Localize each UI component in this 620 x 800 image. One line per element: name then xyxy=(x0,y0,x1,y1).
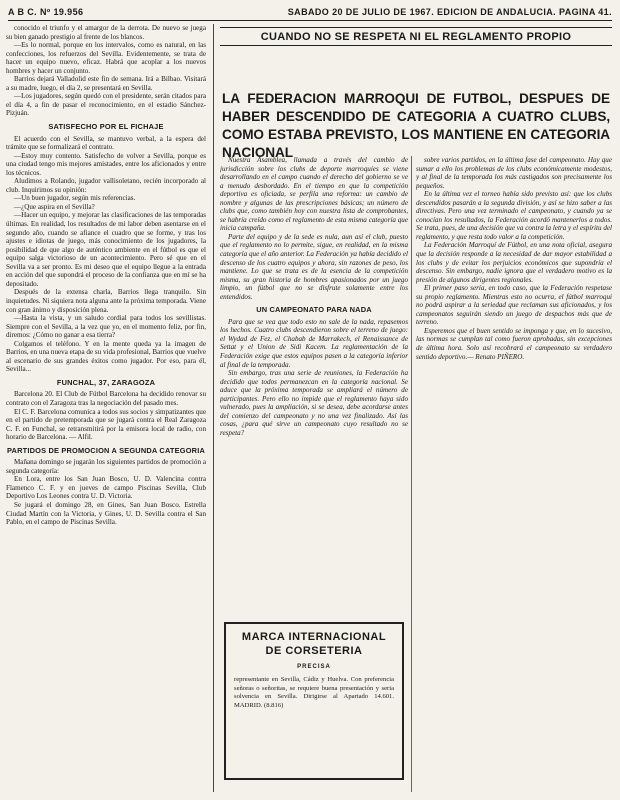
left-paragraph: El C. F. Barcelona comunica a todos sus socios y simpatizantes que en el partido de pretemporada que se jugará contra el Real Zaragoza C. F. en Funchal, se retransmitirá por la emisora local de radio, con horario de Barcelona. — Alfil. xyxy=(6,407,206,442)
left-paragraph: Colgamos el teléfono. Y en la mente queda ya la imagen de Barrios, en una nueva etapa de su vida profesional, Barrios que vuelve al escenario de sus grandes éxitos como jugador. Por eso, para él, Sevilla... xyxy=(6,339,206,374)
page-header xyxy=(8,4,612,21)
article-middle-column xyxy=(220,156,408,626)
left-paragraph: En Lora, entre los San Juan Bosco, U. D. Valencina contra Flamenco C. F. y en jueves de campo Piscinas Sevilla, Club Deportivo Los Leones contra U. D. Victoria. xyxy=(6,475,206,501)
article-right-column xyxy=(416,156,612,794)
section-title-promocion: PARTIDOS DE PROMOCION A SEGUNDA CATEGORIA xyxy=(6,445,206,455)
left-intro-paragraph: —Es lo normal, porque en los intervalos, como es natural, en las confecciones, los refuerzos del Sevilla. Evidentemente, se trata de hacer un equipo nuevo, eficaz. Habrá que acoplar a los nuevos hombres y hacer un conjunto. xyxy=(6,41,206,75)
left-paragraph: —Hacer un equipo, y mejorar las clasificaciones de las temporadas últimas. En realidad, los resultados de mi labor deben asentarse en el segundo año, cuando se afiance el cuadro que se forme, y tras los ajustes e idiotas de juego, más conocimiento de los jugadores, la posibilidad de que algo de auténtico ambiente en el fútbol es que el equipo salga victorioso de un acontecimiento. Pero sé que en el Sevilla va a ser pronto. Es mi deseo que el equipo llegue a la entrada en acción del que supondrá el proceso de la confianza que en mí se ha depositado. xyxy=(6,211,206,288)
article-paragraph: Esperemos que el buen sentido se imponga y que, en lo sucesivo, las normas se cumplan tal como fueron aprobadas, sin excepciones de última hora. Solo así recobrará el campeonato su verdadero sentido deportivo.— Renato PIÑERO. xyxy=(416,326,612,361)
ad-body: representante en Sevilla, Cádiz y Huelva. Con preferencia señoras o señoritas, se requiere buena presentación y seria solvencia en Sevilla. Dirigirse al Apartado 14.601. MADRID. (8.816) xyxy=(234,676,394,709)
left-paragraph: Después de la extensa charla, Barrios llega tranquilo. Sin inquietudes. Ni siquiera nota alguna ante la próxima temporada. Viene con gran ánimo y disposición plena. xyxy=(6,288,206,314)
article-headline: LA FEDERACION MARROQUI DE FUTBOL, DESPUES DE HABER DESCENDIDO DE CATEGORIA A CUATRO CLUBS, COMO ESTABA PREVISTO, LOS MANTIENE EN CATEGORIA NACIONAL xyxy=(222,91,610,160)
ad-title: MARCA INTERNACIONAL DE CORSETERIA xyxy=(241,631,387,657)
header-paper-issue: A B C. Nº 19.956 xyxy=(8,7,84,17)
header-date-edition: SABADO 20 DE JULIO DE 1967. EDICION DE ANDALUCIA. PAGINA 41. xyxy=(287,7,612,17)
left-paragraph: Barcelona 20. El Club de Fútbol Barcelona ha decidido renovar su contrato con el Zaragoza tras la negociación del pasado mes. xyxy=(6,390,206,407)
left-column xyxy=(6,24,206,794)
left-intro-paragraph: Barrios dejará Valladolid este fin de semana. Irá a Bilbao. Visitará a su madre, luego, el día 2, se presentará en Sevilla. xyxy=(6,75,206,92)
article-paragraph: sobre varios partidos, en la última fase del campeonato. Hay que sumar a ello los problemas de los clubs económicamente modestos, y al final de la temporada los más castigados son precisamente los pequeños. xyxy=(416,156,612,190)
left-paragraph: El acuerdo con el Sevilla, se mantuvo verbal, a la espera del trámite que se formalizará el contrato. xyxy=(6,134,206,152)
section-title-funchal: FUNCHAL, 37, ZARAGOZA xyxy=(56,377,156,387)
section-title-satisfecho: SATISFECHO POR EL FICHAJE xyxy=(48,122,164,132)
left-paragraph: —Hasta la vista, y un saludo cordial para todos los sevillistas. Siempre con el Sevilla, a la vez que yo, en el momento feliz, por fin, diremos: ¿Cómo no ganar a esa tierra? xyxy=(6,314,206,340)
article-paragraph: Nuestra Asamblea, llamada a través del cambio de jurisdicción sobre los clubs de deporte marroquíes se viene desarrollando en el campo cuando el derecho del gobierno se ve a menudo desbordado. En el tiempo en que la competición deportiva es oficiada, se perfila una reforma: un cambio de nombre y algunas de las prescripciones básicas; un número de clubs que, como también hoy con nuestra lista de comprobantes, se habría creído como el reglamento de esta misma categoría que inicia campaña. xyxy=(220,156,408,233)
article-paragraph: Parte del equipo y de la sede es nula, aun así el club, puesto que el reglamento no lo permite, sigue, en realidad, en la misma categoría que el año anterior. La Federación ya había decidido el descenso de los cuatro equipos y ahora, sin razones de peso, los mantiene. Lo que se trata es de la esencia de la competición misma, su gran historia de hombres apasionados por un juego limpio, un fútbol que no se disfrute solamente entre los entendidos. xyxy=(220,232,408,301)
article-paragraph: El primer paso sería, en todo caso, que la Federación respetase su propio reglamento. Mientras esto no ocurra, el fútbol marroquí no podrá aspirar a la seriedad que reclaman sus aficionados, y los campeonatos seguirán siendo un juego de despachos más que de terreno. xyxy=(416,284,612,327)
column-divider xyxy=(411,156,412,792)
left-paragraph: Mañana domingo se jugarán los siguientes partidos de promoción a segunda categoría: xyxy=(6,458,206,475)
ad-subtitle: PRECISA xyxy=(297,664,331,670)
article-paragraph: La Federación Marroquí de Fútbol, en una nota oficial, asegura que la decisión responde a la necesidad de dar mayor estabilidad a los clubs y de evitar los perjuicios económicos que supondría el descenso. Sin embargo, nadie ignora que el verdadero motivo es la presión de algunos dirigentes regionales. xyxy=(416,241,612,284)
classified-ad xyxy=(224,622,404,780)
left-intro-paragraph: conocido el triunfo y el amargor de la derrota. De nuevo se juega su bien ganado prestigio al frente de los blancos. xyxy=(6,24,206,41)
article-kicker: CUANDO NO SE RESPETA NI EL REGLAMENTO PROPIO xyxy=(220,27,612,46)
left-paragraph: —Un buen jugador, según mis referencias. xyxy=(14,194,136,203)
left-intro-paragraph: —Los jugadores, según quedó con el presidente, serán citados para el día 4, a fin de pasar el reconocimiento, en el estadio Sánchez-Pizjuán. xyxy=(6,92,206,118)
left-paragraph: —Estoy muy contento. Satisfecho de volver a Sevilla, porque es una ciudad tengo mis mejores amistades, entre los aficionados y entre los técnicos. xyxy=(6,151,206,177)
left-paragraph: —¿Que aspira en el Sevilla? xyxy=(14,202,95,211)
left-paragraph: Aludimos a Rolando, jugador vallisoletano, recién incorporado al club. Inquirimos su opinión: xyxy=(6,177,206,194)
article-paragraph: En la última vez el torneo había sido previsto así: que los clubs descendidos pasarán a la segunda división, y así se hizo saber a las directivas. Pero una vez terminado el campeonato, y cuando ya se conocían los resultados, la Federación acordó mantenerlos a todos. Se trata, pues, de una decisión que va contra la letra y el espíritu del reglamento, y que resta todo valor a la competición. xyxy=(416,190,612,241)
article-subtitle: UN CAMPEONATO PARA NADA xyxy=(256,305,372,315)
article-paragraph: Para que se vea que todo esto no sale de la nada, repasemos los hechos. Cuatro clubs descendieron sobre el terreno de juego: el Wydad de Fez, el Chabab de Marrakech, el Renaissance de Settat y el Union de Sidi Kacem. La reglamentación de la Federación exige que estos equipos pasen a la categoría inferior al final de la temporada. xyxy=(220,317,408,369)
article-paragraph: Sin embargo, tras una serie de reuniones, la Federación ha decidido que todos permanezcan en la categoría nacional. Se aduce que la próxima temporada se ampliará el número de participantes. Pero ello no impide que el reglamento haya sido vulnerado, pues la ampliación, si se desea, debe acordarse antes del comienzo del campeonato y no una vez finalizado. Así las cosas, ¿para qué sirve un campeonato cuyo resultado no se respeta? xyxy=(220,369,408,437)
left-paragraph: Se jugará el domingo 28, en Gines, San Juan Bosco. Estrella Ciudad Martín con la Victoria, y Gines, U. D. Sevilla contra el San Pablo, en el campo de Piscinas Sevilla. xyxy=(6,500,206,527)
column-divider xyxy=(213,24,214,792)
